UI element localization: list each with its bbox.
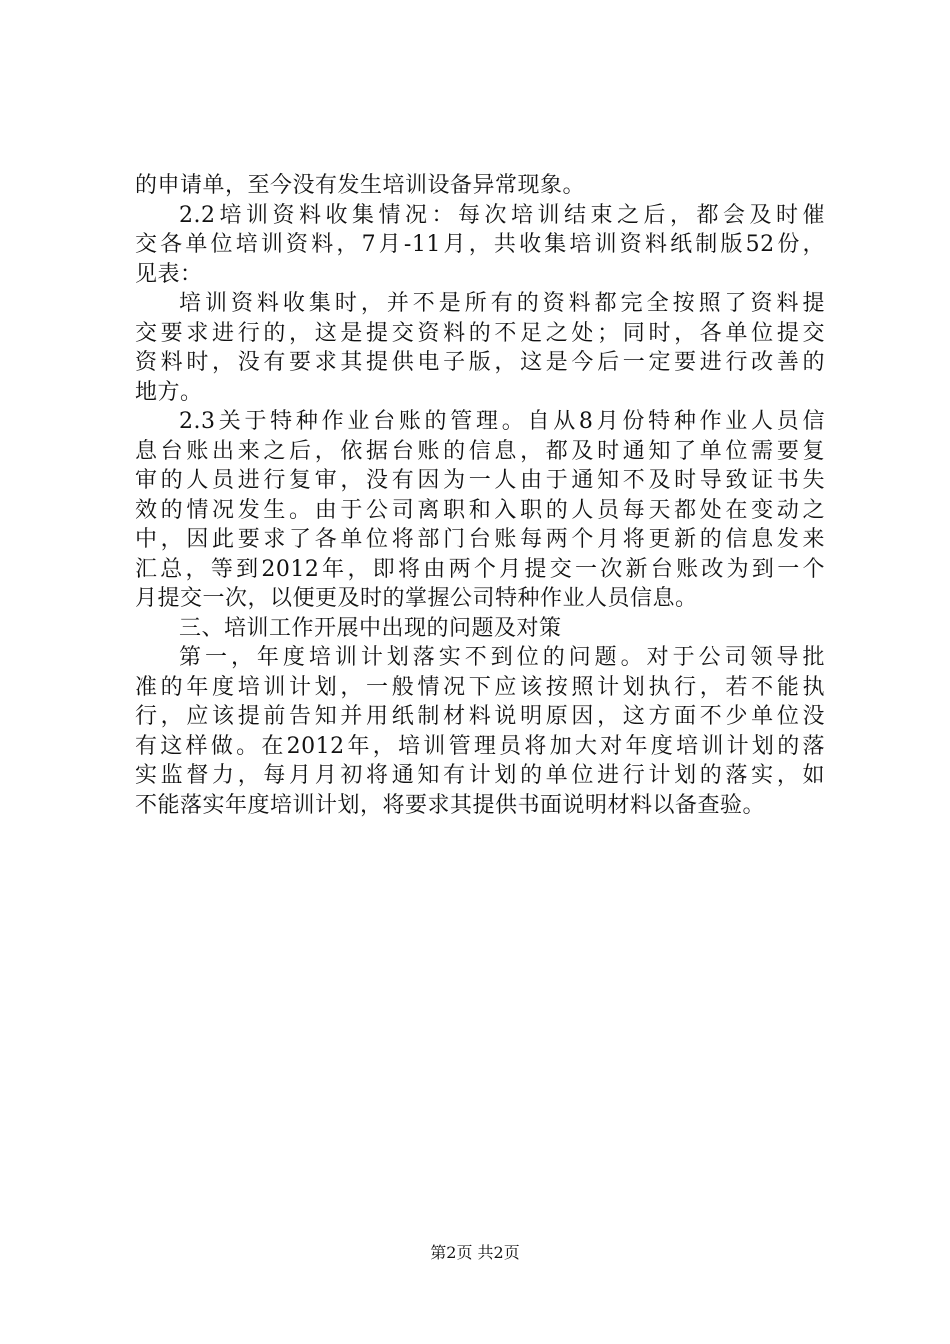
text-line: 第一，年度培训计划落实不到位的问题。对于公司领导批 [179,645,825,670]
text-line: 交要求进行的，这是提交资料的不足之处；同时，各单位提交 [135,320,825,346]
text-line: 2.2培训资料收集情况：每次培训结束之后，都会及时催 [179,202,825,228]
text-line: 的申请单，至今没有发生培训设备异常现象。 [135,173,586,198]
text-line: 三、培训工作开展中出现的问题及对策 [179,615,562,641]
page-footer: 第2页 共2页 [430,1243,520,1262]
text-line: 2.3关于特种作业台账的管理。自从8月份特种作业人员信 [179,409,825,434]
text-line: 汇总，等到2012年，即将由两个月提交一次新台账改为到一个 [135,556,825,582]
text-line: 效的情况发生。由于公司离职和入职的人员每天都处在变动之 [135,497,825,523]
text-line: 不能落实年度培训计划，将要求其提供书面说明材料以备查验。 [135,792,766,818]
text-line: 息台账出来之后，依据台账的信息，都及时通知了单位需要复 [135,438,825,464]
text-line: 有这样做。在2012年，培训管理员将加大对年度培训计划的落 [135,733,825,759]
text-line: 月提交一次，以便更及时的掌握公司特种作业人员信息。 [135,586,698,611]
text-line: 中，因此要求了各单位将部门台账每两个月将更新的信息发来 [135,527,825,552]
text-line: 培训资料收集时，并不是所有的资料都完全按照了资料提 [179,291,825,316]
text-line: 行，应该提前告知并用纸制材料说明原因，这方面不少单位没 [135,704,825,729]
text-line: 交各单位培训资料，7月-11月，共收集培训资料纸制版52份， [135,232,825,257]
text-line: 地方。 [135,379,203,405]
text-line: 准的年度培训计划，一般情况下应该按照计划执行，若不能执 [135,674,825,700]
text-line: 审的人员进行复审，没有因为一人由于通知不及时导致证书失 [135,468,825,493]
text-line: 实监督力，每月月初将通知有计划的单位进行计划的落实，如 [135,763,825,788]
text-line: 资料时，没有要求其提供电子版，这是今后一定要进行改善的 [135,350,825,375]
document-body [135,171,825,820]
text-line: 见表： [135,261,203,287]
